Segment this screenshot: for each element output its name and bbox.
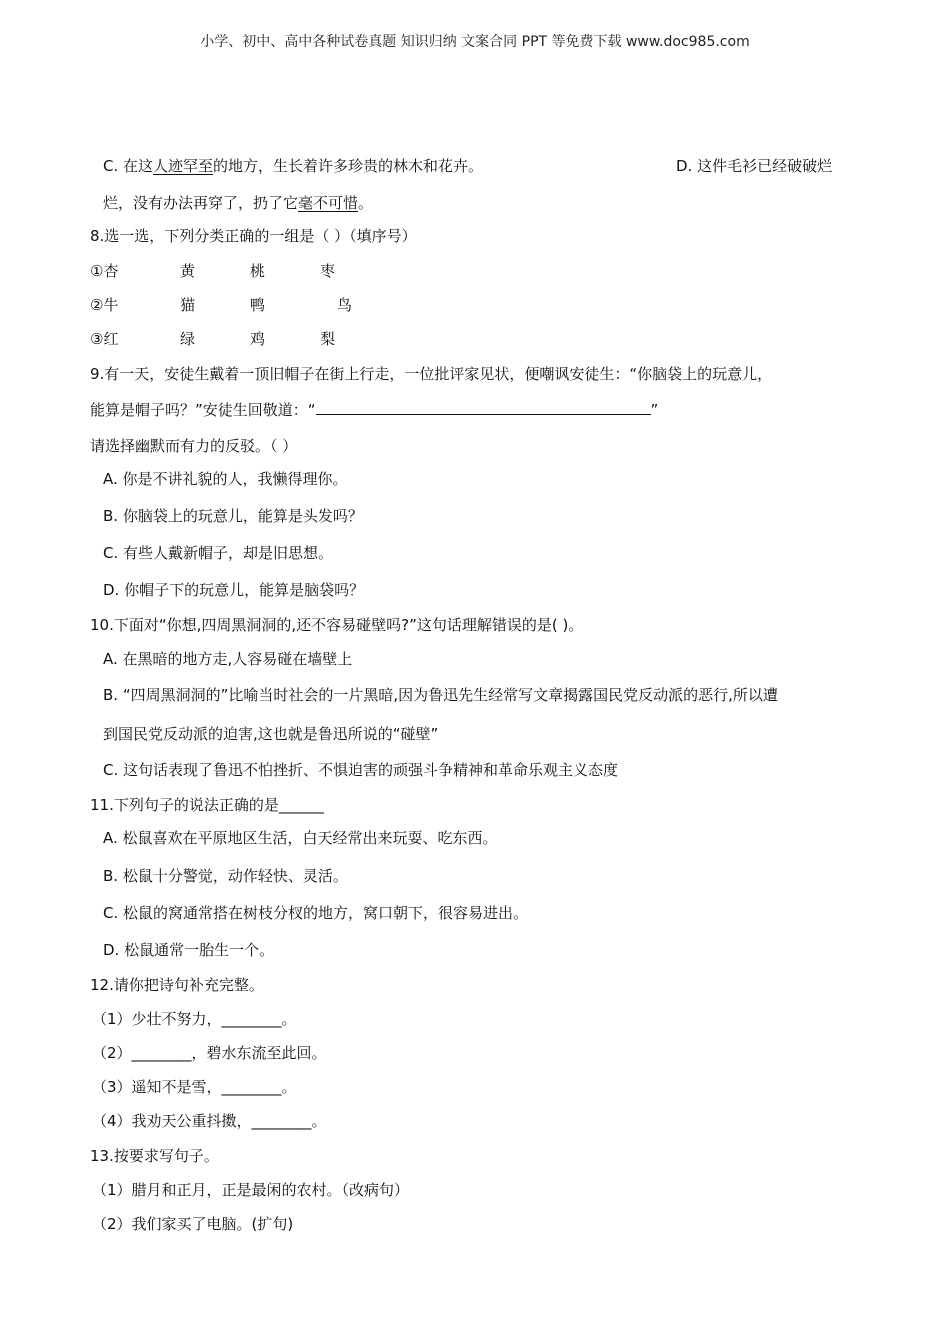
q11-option: B. 松鼠十分警觉，动作轻快、灵活。 xyxy=(103,867,348,885)
q11-option: C. 松鼠的窝通常搭在树枝分杈的地方，窝口朝下，很容易进出。 xyxy=(103,904,529,922)
q8-row-2-item: 鸭 xyxy=(250,296,266,314)
q11-option: D. 松鼠通常一胎生一个。 xyxy=(103,941,275,959)
q10-option-b-line-1: B. “四周黑洞洞的”比喻当时社会的一片黑暗,因为鲁迅先生经常写文章揭露国民党反动派的恶行,所以遭 xyxy=(103,686,778,704)
q9-answer-blank xyxy=(316,400,651,415)
q8-row-2-num: ②牛 xyxy=(90,296,119,314)
q9-line-2 xyxy=(90,400,658,420)
q8-row-1-item: 枣 xyxy=(320,262,336,280)
q8-row-2-item: 鸟 xyxy=(337,296,353,314)
q7-option-c xyxy=(103,156,483,176)
q7-c-underlined: 人迹罕至 xyxy=(153,157,214,175)
q10-option-a: A. 在黑暗的地方走,人容易碰在墙壁上 xyxy=(103,650,353,668)
q9-option: A. 你是不讲礼貌的人，我懒得理你。 xyxy=(103,470,348,488)
q8-row-3-item: 绿 xyxy=(180,330,196,348)
q12-item: （4）我劝天公重抖擞，________。 xyxy=(92,1112,327,1130)
q9-line-3: 请选择幽默而有力的反驳。（ ） xyxy=(90,437,298,455)
q12-stem: 12.请你把诗句补充完整。 xyxy=(90,976,264,994)
q8-stem: 8.选一选，下列分类正确的一组是（ ）（填序号） xyxy=(90,227,417,245)
q10-stem: 10.下面对“你想,四周黑洞洞的,还不容易碰壁吗?”这句话理解错误的是( )。 xyxy=(90,616,584,634)
q7-c-suffix: 的地方，生长着许多珍贵的林木和花卉。 xyxy=(213,157,484,175)
q7-d-cont-prefix: 烂，没有办法再穿了，扔了它 xyxy=(103,194,299,212)
q12-item: （2）________，碧水东流至此回。 xyxy=(92,1044,327,1062)
q8-row-1-item: 桃 xyxy=(250,262,266,280)
q9-option: B. 你脑袋上的玩意儿，能算是头发吗？ xyxy=(103,507,363,525)
q8-row-1-num: ①杏 xyxy=(90,262,119,280)
q12-item: （1）少壮不努力，________。 xyxy=(92,1010,297,1028)
q11-stem: 11.下列句子的说法正确的是______ xyxy=(90,796,324,814)
q13-item: （1）腊月和正月，正是最闲的农村。（改病句） xyxy=(92,1181,410,1199)
q13-item: （2）我们家买了电脑。(扩句) xyxy=(92,1215,294,1233)
q7-d-underlined: 毫不可惜 xyxy=(298,194,359,212)
q8-row-3-item: 梨 xyxy=(320,330,336,348)
q13-stem: 13.按要求写句子。 xyxy=(90,1147,219,1165)
q9-option: C. 有些人戴新帽子，却是旧思想。 xyxy=(103,544,334,562)
q9-line-2-suffix: ” xyxy=(650,401,659,419)
q11-option: A. 松鼠喜欢在平原地区生活，白天经常出来玩耍、吃东西。 xyxy=(103,829,498,847)
q7-option-d-start: D. 这件毛衫已经破破烂 xyxy=(676,157,833,175)
q12-item: （3）遥知不是雪，________。 xyxy=(92,1078,297,1096)
q9-line-1: 9.有一天，安徒生戴着一顶旧帽子在街上行走，一位批评家见状，便嘲讽安徒生：“你脑袋上的玩意儿， xyxy=(90,365,773,383)
q10-option-b-line-2: 到国民党反动派的迫害,这也就是鲁迅所说的“碰壁” xyxy=(103,725,439,743)
q8-row-3-num: ③红 xyxy=(90,330,119,348)
q9-option: D. 你帽子下的玩意儿，能算是脑袋吗？ xyxy=(103,581,365,599)
q7-option-d-cont xyxy=(103,193,373,213)
q9-line-2-prefix: 能算是帽子吗？”安徒生回敬道：“ xyxy=(90,401,316,419)
page-header: 小学、初中、高中各种试卷真题 知识归纳 文案合同 PPT 等免费下载 www.doc985.com xyxy=(200,34,750,50)
q10-option-c: C. 这句话表现了鲁迅不怕挫折、不惧迫害的顽强斗争精神和革命乐观主义态度 xyxy=(103,761,619,779)
q8-row-3-item: 鸡 xyxy=(250,330,266,348)
q8-row-1-item: 黄 xyxy=(180,262,196,280)
q7-d-end: 。 xyxy=(358,194,374,212)
q7-c-prefix: C. 在这 xyxy=(103,157,154,175)
q8-row-2-item: 猫 xyxy=(180,296,196,314)
